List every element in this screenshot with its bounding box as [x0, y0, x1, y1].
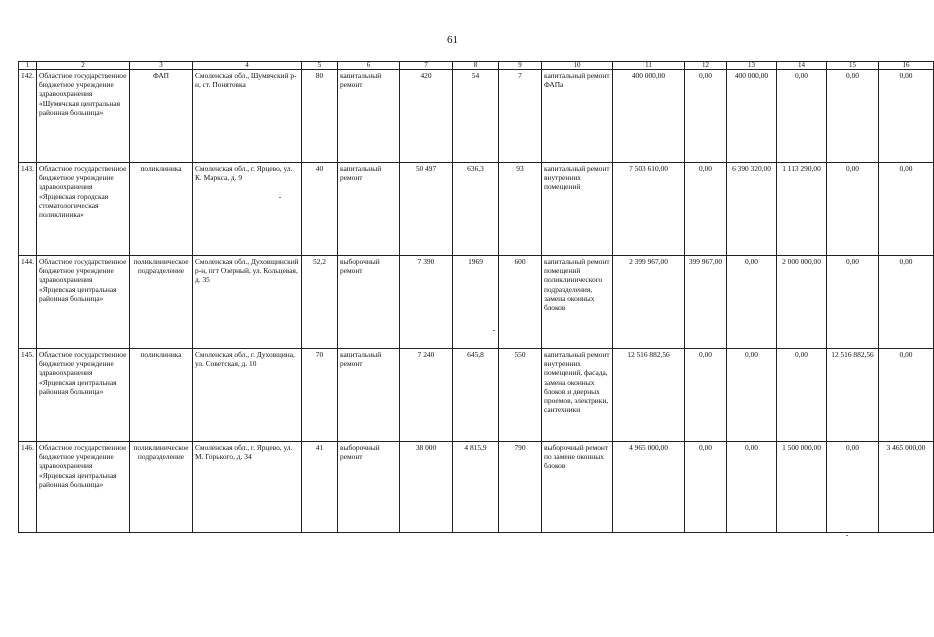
row-number: 146.	[19, 442, 37, 533]
column-number: 5	[302, 62, 338, 70]
cell-col-12: 0,00	[685, 70, 727, 163]
cell-col-13: 6 390 320,00	[727, 163, 777, 256]
table-row	[19, 442, 934, 533]
column-number: 1	[19, 62, 37, 70]
cell-col-11: 7 503 610,00	[613, 163, 685, 256]
cell-col-14: 2 000 000,00	[777, 256, 827, 349]
repair-program-table	[18, 61, 934, 533]
work-description: капитальный ремонт помещений поликлинического подразделения, замена оконных блоков	[542, 256, 613, 349]
institution-name: Областное государственное бюджетное учреждение здравоохранения «Ярцевская центральная районная больница»	[37, 442, 130, 533]
table-row	[19, 163, 934, 256]
cell-col-5: 52,2	[302, 256, 338, 349]
facility-type: поликлиника	[130, 349, 193, 442]
address: Смоленская обл., Духовщинский р-н, пгт Озерный, ул. Кольцевая, д. 35	[193, 256, 302, 349]
cell-col-8: 636,3	[453, 163, 499, 256]
institution-name: Областное государственное бюджетное учреждение здравоохранения «Ярцевская центральная районная больница»	[37, 256, 130, 349]
cell-col-12: 0,00	[685, 349, 727, 442]
column-number: 2	[37, 62, 130, 70]
row-number: 145.	[19, 349, 37, 442]
institution-name: Областное государственное бюджетное учреждение здравоохранения «Ярцевская центральная районная больница»	[37, 349, 130, 442]
work-type: выборочный ремонт	[338, 442, 400, 533]
cell-col-9: 7	[499, 70, 542, 163]
cell-col-7: 50 497	[400, 163, 453, 256]
institution-name: Областное государственное бюджетное учреждение здравоохранения «Ярцевская городская стоматологическая поликлиника»	[37, 163, 130, 256]
work-description: капитальный ремонт внутренних помещений	[542, 163, 613, 256]
cell-col-15: 0,00	[827, 163, 879, 256]
cell-col-16: 0,00	[879, 256, 934, 349]
cell-col-9: 600	[499, 256, 542, 349]
cell-col-13: 400 000,00	[727, 70, 777, 163]
cell-col-16: 0,00	[879, 163, 934, 256]
cell-col-7: 7 390	[400, 256, 453, 349]
column-number: 13	[727, 62, 777, 70]
cell-col-14: 1 113 290,00	[777, 163, 827, 256]
row-number: 142.	[19, 70, 37, 163]
cell-col-7: 7 240	[400, 349, 453, 442]
cell-col-12: 399 967,00	[685, 256, 727, 349]
column-number: 7	[400, 62, 453, 70]
column-number: 15	[827, 62, 879, 70]
address: Смоленская обл., Шумячский р-н, ст. Понятовка	[193, 70, 302, 163]
cell-col-12: 0,00	[685, 163, 727, 256]
page-number: 61	[447, 34, 458, 46]
cell-col-16: 3 465 000,00	[879, 442, 934, 533]
cell-col-5: 70	[302, 349, 338, 442]
cell-col-14: 1 500 000,00	[777, 442, 827, 533]
row-number: 144.	[19, 256, 37, 349]
cell-col-11: 2 399 967,00	[613, 256, 685, 349]
work-description: капитальный ремонт внутренних помещений, фасада, замена оконных блоков и дверных проемов, электрики, сантехники	[542, 349, 613, 442]
column-number: 16	[879, 62, 934, 70]
cell-col-13: 0,00	[727, 349, 777, 442]
work-type: капитальный ремонт	[338, 70, 400, 163]
work-description: капитальный ремонт ФАПа	[542, 70, 613, 163]
cell-col-16: 0,00	[879, 349, 934, 442]
facility-type: поликлиника	[130, 163, 193, 256]
work-type: выборочный ремонт	[338, 256, 400, 349]
cell-col-9: 790	[499, 442, 542, 533]
cell-col-14: 0,00	[777, 349, 827, 442]
cell-col-14: 0,00	[777, 70, 827, 163]
cell-col-13: 0,00	[727, 442, 777, 533]
address: Смоленская обл., г. Ярцево, ул. М. Горького, д. 34	[193, 442, 302, 533]
cell-col-8: 54	[453, 70, 499, 163]
cell-col-13: 0,00	[727, 256, 777, 349]
cell-col-11: 400 000,00	[613, 70, 685, 163]
work-type: капитальный ремонт	[338, 163, 400, 256]
column-number-row	[19, 62, 934, 70]
cell-col-9: 93	[499, 163, 542, 256]
facility-type: поликлиническое подразделение	[130, 442, 193, 533]
cell-col-7: 420	[400, 70, 453, 163]
cell-col-8: 645,8	[453, 349, 499, 442]
cell-col-11: 12 516 882,56	[613, 349, 685, 442]
institution-name: Областное государственное бюджетное учреждение здравоохранения «Шумячская центральная районная больница»	[37, 70, 130, 163]
table-row	[19, 256, 934, 349]
cell-col-5: 80	[302, 70, 338, 163]
column-number: 8	[453, 62, 499, 70]
scan-speck	[846, 535, 848, 536]
scan-speck	[279, 197, 281, 198]
cell-col-8: 4 815,9	[453, 442, 499, 533]
cell-col-11: 4 965 000,00	[613, 442, 685, 533]
address: Смоленская обл., г. Ярцево, ул. К. Маркса, д. 9	[193, 163, 302, 256]
row-number: 143.	[19, 163, 37, 256]
column-number: 3	[130, 62, 193, 70]
column-number: 6	[338, 62, 400, 70]
work-type: капитальный ремонт	[338, 349, 400, 442]
facility-type: ФАП	[130, 70, 193, 163]
cell-col-9: 550	[499, 349, 542, 442]
facility-type: поликлиническое подразделение	[130, 256, 193, 349]
column-number: 9	[499, 62, 542, 70]
cell-col-15: 0,00	[827, 70, 879, 163]
cell-col-7: 38 000	[400, 442, 453, 533]
column-number: 10	[542, 62, 613, 70]
column-number: 12	[685, 62, 727, 70]
column-number: 4	[193, 62, 302, 70]
cell-col-16: 0,00	[879, 70, 934, 163]
scan-speck	[493, 330, 495, 331]
work-description: выборочный ремонт по замене оконных блоков	[542, 442, 613, 533]
cell-col-5: 40	[302, 163, 338, 256]
column-number: 11	[613, 62, 685, 70]
address: Смоленская обл., г. Духовщина, ул. Советская, д. 10	[193, 349, 302, 442]
column-number: 14	[777, 62, 827, 70]
cell-col-15: 12 516 882,56	[827, 349, 879, 442]
table-row	[19, 70, 934, 163]
cell-col-5: 41	[302, 442, 338, 533]
table-row	[19, 349, 934, 442]
cell-col-8: 1969	[453, 256, 499, 349]
cell-col-12: 0,00	[685, 442, 727, 533]
cell-col-15: 0,00	[827, 256, 879, 349]
cell-col-15: 0,00	[827, 442, 879, 533]
